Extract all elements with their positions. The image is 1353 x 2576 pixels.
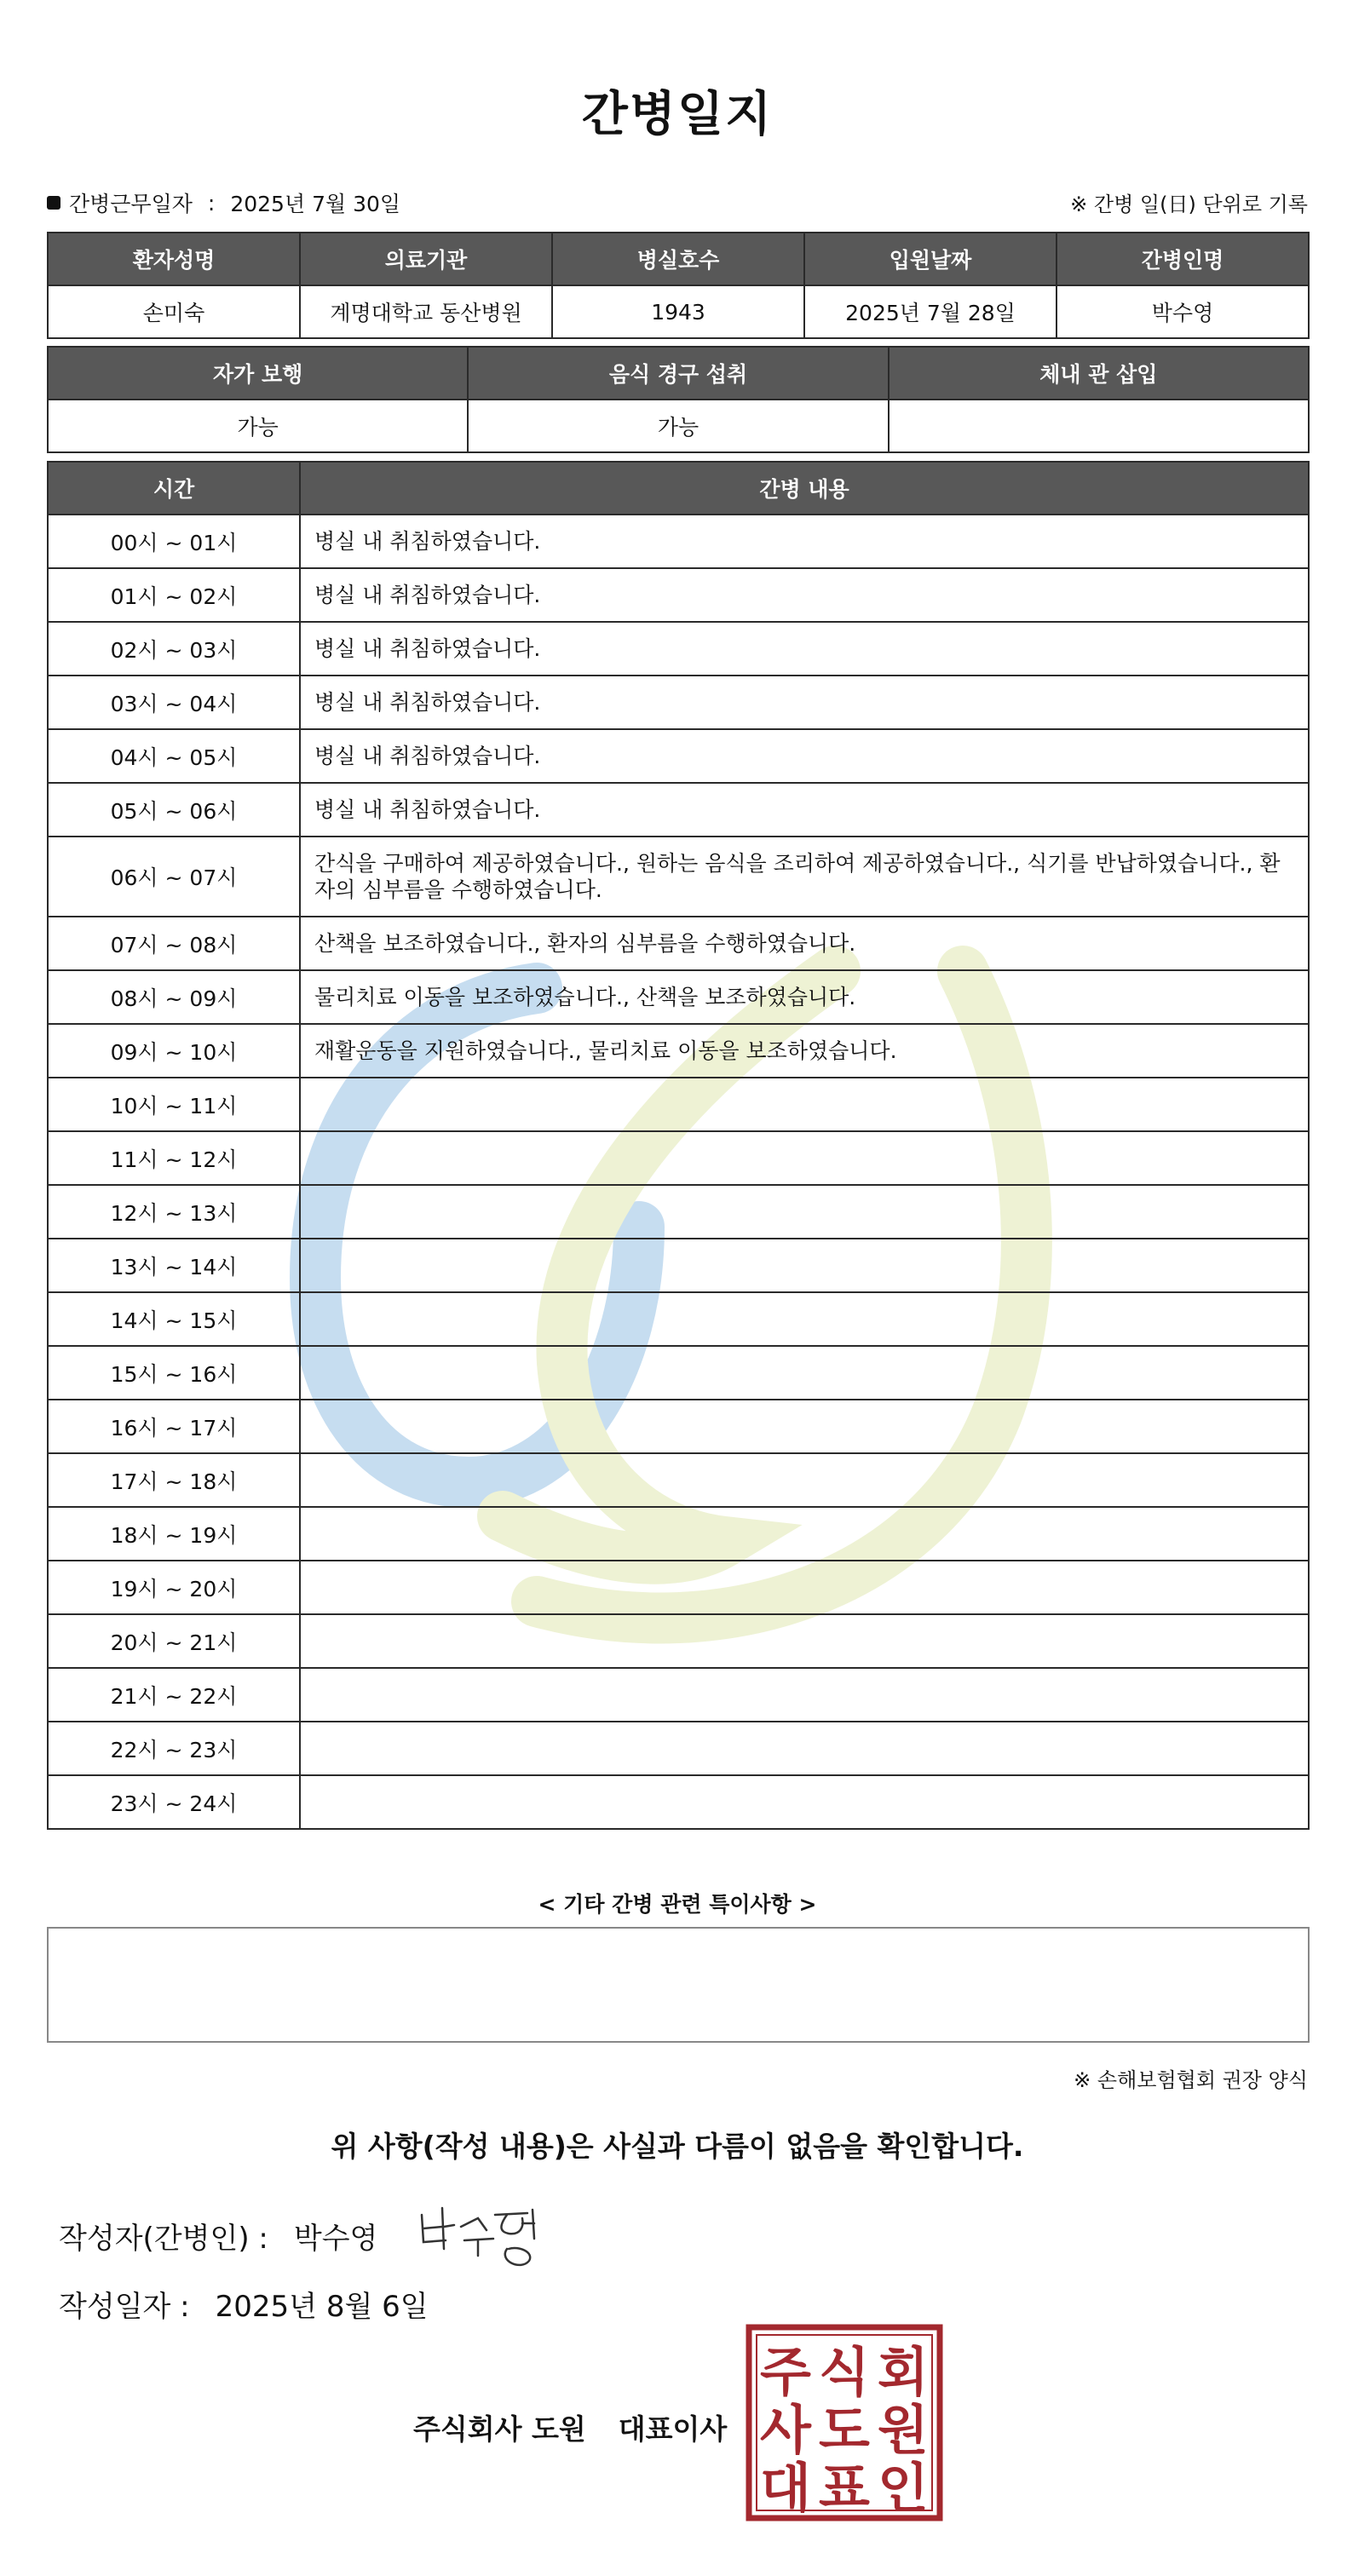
time-cell: 21시 ~ 22시 <box>48 1668 300 1722</box>
table-row <box>48 400 1309 452</box>
document-title: 간병일지 <box>581 87 774 142</box>
header-time: 시간 <box>48 462 300 515</box>
table-row <box>48 1722 1309 1775</box>
hospital: 계명대학교 동산병원 <box>300 285 552 338</box>
written-date-line <box>59 2283 429 2325</box>
time-cell: 08시 ~ 09시 <box>48 970 300 1024</box>
company-role: 대표이사 <box>618 2412 728 2446</box>
work-date <box>47 187 400 218</box>
time-cell: 03시 ~ 04시 <box>48 676 300 729</box>
special-notes-box <box>47 1927 1310 2043</box>
self-walking-value: 가능 <box>48 400 468 452</box>
confirmation-statement: 위 사항(작성 내용)은 사실과 다름이 없음을 확인합니다. <box>331 2130 1024 2163</box>
time-cell: 12시 ~ 13시 <box>48 1185 300 1239</box>
care-content-cell <box>300 1346 1309 1400</box>
table-row <box>48 1614 1309 1668</box>
time-cell: 07시 ~ 08시 <box>48 917 300 970</box>
care-content-cell: 물리치료 이동을 보조하였습니다., 산책을 보조하였습니다. <box>300 970 1309 1024</box>
table-row <box>48 1185 1309 1239</box>
written-date-value: 2025년 8월 6일 <box>215 2290 429 2324</box>
patient-info-table <box>47 232 1310 339</box>
admission-date: 2025년 7월 28일 <box>804 285 1056 338</box>
writer-name: 박수영 <box>293 2222 378 2256</box>
care-content-cell <box>300 1078 1309 1131</box>
writer-label: 작성자(간병인) : <box>59 2222 268 2256</box>
care-content-cell: 병실 내 취침하였습니다. <box>300 676 1309 729</box>
table-row <box>48 1507 1309 1561</box>
patient-name: 손미숙 <box>48 285 300 338</box>
company-name: 주식회사 도원 <box>413 2412 586 2446</box>
meta-row <box>47 187 1308 218</box>
handwritten-signature <box>413 2189 558 2274</box>
company-line <box>413 2407 727 2447</box>
header-room-number: 병실호수 <box>552 233 804 285</box>
caregiver-name: 박수영 <box>1056 285 1309 338</box>
table-header-row <box>48 462 1309 515</box>
written-date-label: 작성일자 : <box>59 2290 190 2324</box>
care-content-cell <box>300 1292 1309 1346</box>
form-source-note: ※ 손해보험협회 권장 양식 <box>1074 2068 1308 2092</box>
table-row <box>48 1775 1309 1829</box>
table-row <box>48 970 1309 1024</box>
table-row <box>48 1453 1309 1507</box>
table-row <box>48 568 1309 622</box>
time-cell: 20시 ~ 21시 <box>48 1614 300 1668</box>
time-cell: 10시 ~ 11시 <box>48 1078 300 1131</box>
table-header-row <box>48 233 1309 285</box>
patient-status-table <box>47 346 1310 453</box>
work-date-label: 간병근무일자 <box>69 192 193 216</box>
table-row <box>48 285 1309 338</box>
care-content-cell <box>300 1561 1309 1614</box>
svg-text:인: 인 <box>878 2457 929 2519</box>
time-cell: 14시 ~ 15시 <box>48 1292 300 1346</box>
time-cell: 18시 ~ 19시 <box>48 1507 300 1561</box>
time-cell: 11시 ~ 12시 <box>48 1131 300 1185</box>
svg-text:사: 사 <box>760 2399 811 2461</box>
care-content-cell: 병실 내 취침하였습니다. <box>300 622 1309 676</box>
time-cell: 15시 ~ 16시 <box>48 1346 300 1400</box>
table-row <box>48 729 1309 783</box>
table-row <box>48 1239 1309 1292</box>
table-row <box>48 622 1309 676</box>
square-bullet-icon <box>47 196 60 210</box>
table-row <box>48 1131 1309 1185</box>
header-hospital: 의료기관 <box>300 233 552 285</box>
table-row <box>48 1400 1309 1453</box>
table-row <box>48 676 1309 729</box>
time-cell: 01시 ~ 02시 <box>48 568 300 622</box>
care-content-cell <box>300 1668 1309 1722</box>
care-log-table <box>47 461 1310 1830</box>
work-date-separator: : <box>207 190 216 216</box>
header-patient-name: 환자성명 <box>48 233 300 285</box>
care-content-cell <box>300 1400 1309 1453</box>
table-row <box>48 1561 1309 1614</box>
svg-text:식: 식 <box>819 2341 870 2403</box>
company-seal-stamp <box>746 2324 943 2521</box>
time-cell: 19시 ~ 20시 <box>48 1561 300 1614</box>
care-content-cell: 병실 내 취침하였습니다. <box>300 729 1309 783</box>
time-cell: 13시 ~ 14시 <box>48 1239 300 1292</box>
svg-text:도: 도 <box>819 2399 870 2461</box>
care-content-cell <box>300 1131 1309 1185</box>
table-row <box>48 1292 1309 1346</box>
header-care-content: 간병 내용 <box>300 462 1309 515</box>
header-self-walking: 자가 보행 <box>48 347 468 400</box>
table-header-row <box>48 347 1309 400</box>
care-content-cell <box>300 1722 1309 1775</box>
work-date-value: 2025년 7월 30일 <box>230 192 401 216</box>
header-admission-date: 입원날짜 <box>804 233 1056 285</box>
table-row <box>48 1346 1309 1400</box>
time-cell: 06시 ~ 07시 <box>48 837 300 917</box>
time-cell: 16시 ~ 17시 <box>48 1400 300 1453</box>
time-cell: 22시 ~ 23시 <box>48 1722 300 1775</box>
header-caregiver-name: 간병인명 <box>1056 233 1309 285</box>
care-content-cell <box>300 1185 1309 1239</box>
room-number: 1943 <box>552 285 804 338</box>
time-cell: 23시 ~ 24시 <box>48 1775 300 1829</box>
time-cell: 00시 ~ 01시 <box>48 515 300 568</box>
table-row <box>48 1024 1309 1078</box>
oral-intake-value: 가능 <box>468 400 888 452</box>
care-content-cell <box>300 1775 1309 1829</box>
svg-text:회: 회 <box>878 2341 929 2403</box>
svg-text:대: 대 <box>760 2457 811 2519</box>
time-cell: 05시 ~ 06시 <box>48 783 300 837</box>
tube-insertion-value <box>889 400 1309 452</box>
daily-record-note: ※ 간병 일(日) 단위로 기록 <box>1070 193 1308 216</box>
time-cell: 17시 ~ 18시 <box>48 1453 300 1507</box>
care-content-cell <box>300 1239 1309 1292</box>
care-content-cell: 산책을 보조하였습니다., 환자의 심부름을 수행하였습니다. <box>300 917 1309 970</box>
table-row <box>48 515 1309 568</box>
care-content-cell: 병실 내 취침하였습니다. <box>300 568 1309 622</box>
care-content-cell <box>300 1453 1309 1507</box>
time-cell: 09시 ~ 10시 <box>48 1024 300 1078</box>
care-content-cell: 재활운동을 지원하였습니다., 물리치료 이동을 보조하였습니다. <box>300 1024 1309 1078</box>
care-content-cell: 병실 내 취침하였습니다. <box>300 783 1309 837</box>
care-content-cell: 간식을 구매하여 제공하였습니다., 원하는 음식을 조리하여 제공하였습니다., 식기를 반납하였습니다., 환자의 심부름을 수행하였습니다. <box>300 837 1309 917</box>
care-log-rows <box>48 515 1309 1829</box>
svg-text:표: 표 <box>819 2457 870 2519</box>
svg-text:원: 원 <box>878 2399 929 2461</box>
table-row <box>48 1078 1309 1131</box>
header-oral-intake: 음식 경구 섭취 <box>468 347 888 400</box>
care-content-cell: 병실 내 취침하였습니다. <box>300 515 1309 568</box>
notes-title: < 기타 간병 관련 특이사항 > <box>538 1892 817 1917</box>
table-row <box>48 837 1309 917</box>
header-tube-insertion: 체내 관 삽입 <box>889 347 1309 400</box>
table-row <box>48 917 1309 970</box>
time-cell: 02시 ~ 03시 <box>48 622 300 676</box>
writer-line <box>59 2215 377 2257</box>
table-row <box>48 1668 1309 1722</box>
svg-text:주: 주 <box>760 2341 811 2403</box>
care-content-cell <box>300 1507 1309 1561</box>
time-cell: 04시 ~ 05시 <box>48 729 300 783</box>
table-row <box>48 783 1309 837</box>
care-content-cell <box>300 1614 1309 1668</box>
